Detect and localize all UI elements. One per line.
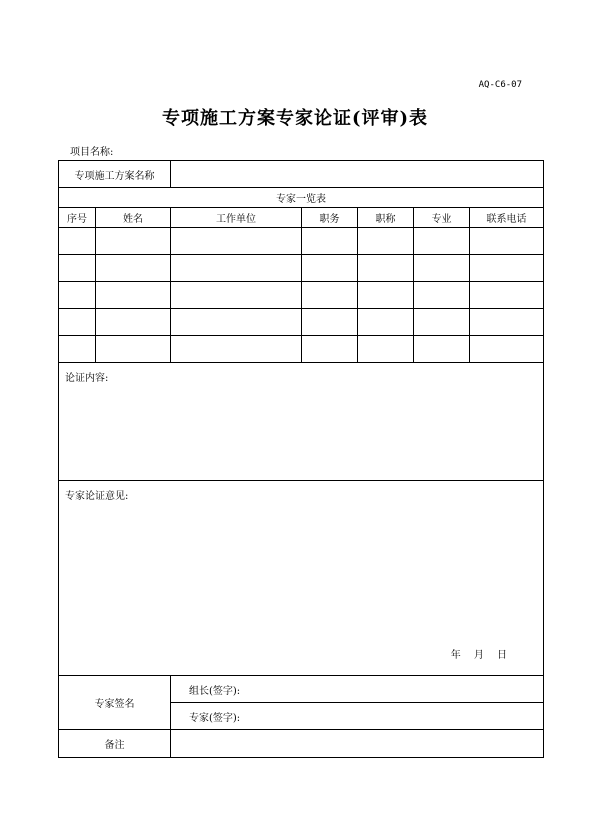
table-cell[interactable] [302, 228, 358, 255]
table-cell[interactable] [414, 255, 470, 282]
form-table [58, 160, 544, 758]
table-cell[interactable] [96, 255, 171, 282]
table-cell[interactable] [59, 309, 96, 336]
table-cell[interactable] [358, 309, 414, 336]
column-header: 专业 [414, 208, 470, 228]
table-row [59, 255, 544, 282]
table-cell[interactable] [470, 228, 544, 255]
expert-list-heading: 专家一览表 [59, 188, 544, 208]
table-cell[interactable] [96, 336, 171, 363]
table-cell[interactable] [59, 282, 96, 309]
table-cell[interactable] [171, 282, 302, 309]
table-cell[interactable] [358, 282, 414, 309]
table-cell[interactable] [59, 336, 96, 363]
column-header: 职称 [358, 208, 414, 228]
table-cell[interactable] [96, 282, 171, 309]
column-header: 联系电话 [470, 208, 544, 228]
table-cell[interactable] [470, 255, 544, 282]
table-cell[interactable] [414, 282, 470, 309]
table-cell[interactable] [171, 228, 302, 255]
expert-signature-field[interactable] [171, 703, 544, 730]
table-cell[interactable] [302, 255, 358, 282]
document-code: AQ-C6-07 [478, 80, 522, 90]
leader-signature-field[interactable] [171, 676, 544, 703]
table-cell[interactable] [171, 255, 302, 282]
table-cell[interactable] [470, 282, 544, 309]
leader-sign-label: 组长(签字): [189, 685, 241, 697]
table-cell[interactable] [302, 309, 358, 336]
table-row [59, 336, 544, 363]
table-cell[interactable] [358, 228, 414, 255]
table-cell[interactable] [171, 336, 302, 363]
signature-label: 专家签名 [59, 676, 171, 730]
content-section[interactable] [59, 363, 544, 481]
opinion-label: 专家论证意见: [65, 491, 129, 502]
remarks-row [59, 730, 544, 758]
remarks-field[interactable] [171, 730, 544, 758]
opinion-section[interactable] [59, 481, 544, 676]
scheme-name-label: 专项施工方案名称 [59, 161, 171, 188]
table-cell[interactable] [302, 282, 358, 309]
scheme-name-field[interactable] [171, 161, 544, 188]
scheme-name-row [59, 161, 544, 188]
date-line: 年 月 日 [450, 650, 508, 661]
table-cell[interactable] [414, 309, 470, 336]
table-cell[interactable] [96, 309, 171, 336]
opinion-row [59, 481, 544, 676]
signature-row-leader [59, 676, 544, 703]
table-cell[interactable] [96, 228, 171, 255]
expert-list-heading-row [59, 188, 544, 208]
column-header: 序号 [59, 208, 96, 228]
table-cell[interactable] [414, 228, 470, 255]
table-cell[interactable] [414, 336, 470, 363]
table-cell[interactable] [358, 336, 414, 363]
table-cell[interactable] [59, 255, 96, 282]
project-name-label: 项目名称: [70, 147, 114, 158]
table-row [59, 228, 544, 255]
page-title: 专项施工方案专家论证(评审)表 [161, 108, 429, 129]
expert-sign-label: 专家(签字): [189, 712, 241, 724]
column-header: 职务 [302, 208, 358, 228]
table-cell[interactable] [358, 255, 414, 282]
column-header: 姓名 [96, 208, 171, 228]
column-header: 工作单位 [171, 208, 302, 228]
table-cell[interactable] [470, 336, 544, 363]
table-cell[interactable] [171, 309, 302, 336]
remarks-label: 备注 [59, 730, 171, 758]
table-row [59, 282, 544, 309]
table-cell[interactable] [470, 309, 544, 336]
content-label: 论证内容: [65, 373, 109, 384]
table-row [59, 309, 544, 336]
expert-list-header-row [59, 208, 544, 228]
table-cell[interactable] [59, 228, 96, 255]
content-row [59, 363, 544, 481]
table-cell[interactable] [302, 336, 358, 363]
